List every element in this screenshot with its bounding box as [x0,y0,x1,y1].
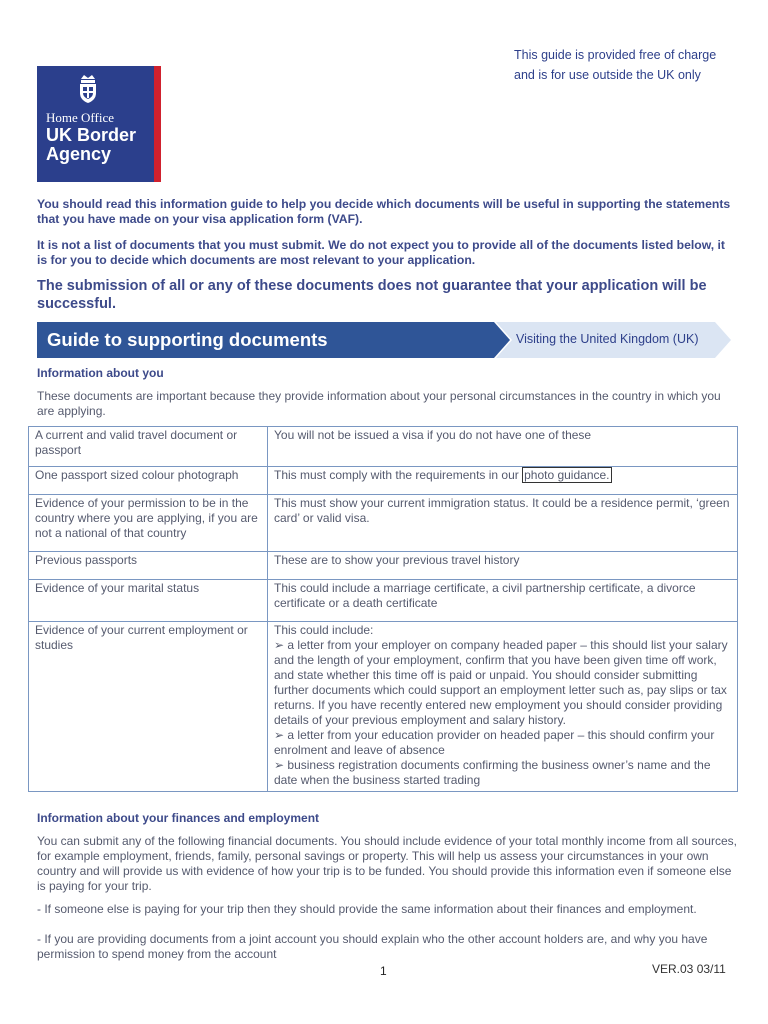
royal-crest-icon [75,74,101,104]
arrow-bullet-icon: ➢ [274,638,285,652]
table-cell-document: Evidence of your permission to be in the country where you are applying, if you are not a national of that country [29,495,268,552]
table-cell-document: One passport sized colour photograph [29,467,268,495]
table-cell-note: This must show your current immigration status. It could be a residence permit, ‘green card’ or valid visa. [268,495,738,552]
uk-border-agency-logo [37,66,161,182]
table-cell-document: Evidence of your current employment or studies [29,622,268,792]
bullet-item: ➢ a letter from your employer on company headed paper – this should list your salary and the length of your employment, confirm that you have been given time off work, and state whether this time off is paid or unpaid. You should consider submitting further documents which could support an employment letter such as, pay slips or tax returns. If you have recently entered new employment you should consider providing details of your previous employment and salary history. [274,638,728,727]
table-cell-note: This could include a marriage certificate, a civil partnership certificate, a divorce certificate or a death certificate [268,580,738,622]
table-row [29,427,738,467]
table-cell-document: A current and valid travel document or passport [29,427,268,467]
finance-note-2: - If you are providing documents from a joint account you should explain who the other account holders are, and why you have permission to spend money from the account [37,932,708,961]
guarantee-disclaimer: The submission of all or any of these documents does not guarantee that your application will be successful. [37,278,707,312]
section-text-about-you: These documents are important because they provide information about your personal circumstances in the country in which you are applying. [37,389,721,418]
intro-paragraph-2: It is not a list of documents that you must submit. We do not expect you to provide all of the documents listed below, it is for you to decide which documents are most relevant to your application. [37,238,725,267]
logo-red-stripe [154,66,161,182]
banner-title: Guide to supporting documents [47,329,328,350]
table-row [29,552,738,580]
free-of-charge-note: This guide is provided free of charge and is for use outside the UK only [514,48,717,82]
table-row [29,467,738,495]
documents-table [28,426,738,792]
section-heading-finances: Information about your finances and employment [37,811,320,825]
intro-paragraph-1: You should read this information guide to help you decide which documents will be useful in supporting the statements that you have made on your visa application form (VAF). [37,197,731,226]
table-cell-note: This could include: ➢ a letter from your employer on company headed paper – this should list your salary and the length of your employment, confirm that you have been given time off work, and state whether this time off is paid or unpaid. You should consider submitting further documents which could support an employment letter such as, pay slips or tax returns. If you have recently entered new employment you should consider providing details of your previous employment and salary history. ➢ a letter from your education provider on headed paper – this should confirm your enrolment and leave of absence ➢ business registration documents confirming the business owner’s name and the date when the business started trading [268,622,738,792]
table-cell-note: This must comply with the requirements in our photo guidance. [268,467,738,495]
bullet-item: ➢ a letter from your education provider on headed paper – this should confirm your enrolment and leave of absence [274,728,715,757]
table-cell-note: You will not be issued a visa if you do not have one of these [268,427,738,467]
table-row [29,580,738,622]
section-text-finances: You can submit any of the following financial documents. You should include evidence of your total monthly income from all sources, for example employment, friends, family, personal savings or property. This will help us assess your circumstances in your own country and will provide us with evidence of how your trip is to be funded. You should provide this information even if someone else is paying for your trip. [37,834,737,893]
page-number: 1 [380,964,387,978]
section-heading-about-you: Information about you [37,366,164,380]
arrow-bullet-icon: ➢ [274,728,285,742]
guide-banner [37,322,737,358]
banner-subtitle: Visiting the United Kingdom (UK) [516,332,699,346]
photo-guidance-link[interactable]: photo guidance. [524,468,610,482]
table-cell-document: Previous passports [29,552,268,580]
logo-agency-name: UK Border Agency [46,125,137,164]
finance-note-1: - If someone else is paying for your trip then they should provide the same information about their finances and employment. [37,902,697,916]
logo-home-office: Home Office [46,110,114,125]
bullet-item: ➢ business registration documents confirming the business owner’s name and the date when the business started trading [274,758,711,787]
table-row [29,495,738,552]
version-label: VER.03 03/11 [652,962,726,976]
table-cell-note: These are to show your previous travel history [268,552,738,580]
table-cell-document: Evidence of your marital status [29,580,268,622]
table-row [29,622,738,792]
arrow-bullet-icon: ➢ [274,758,285,772]
